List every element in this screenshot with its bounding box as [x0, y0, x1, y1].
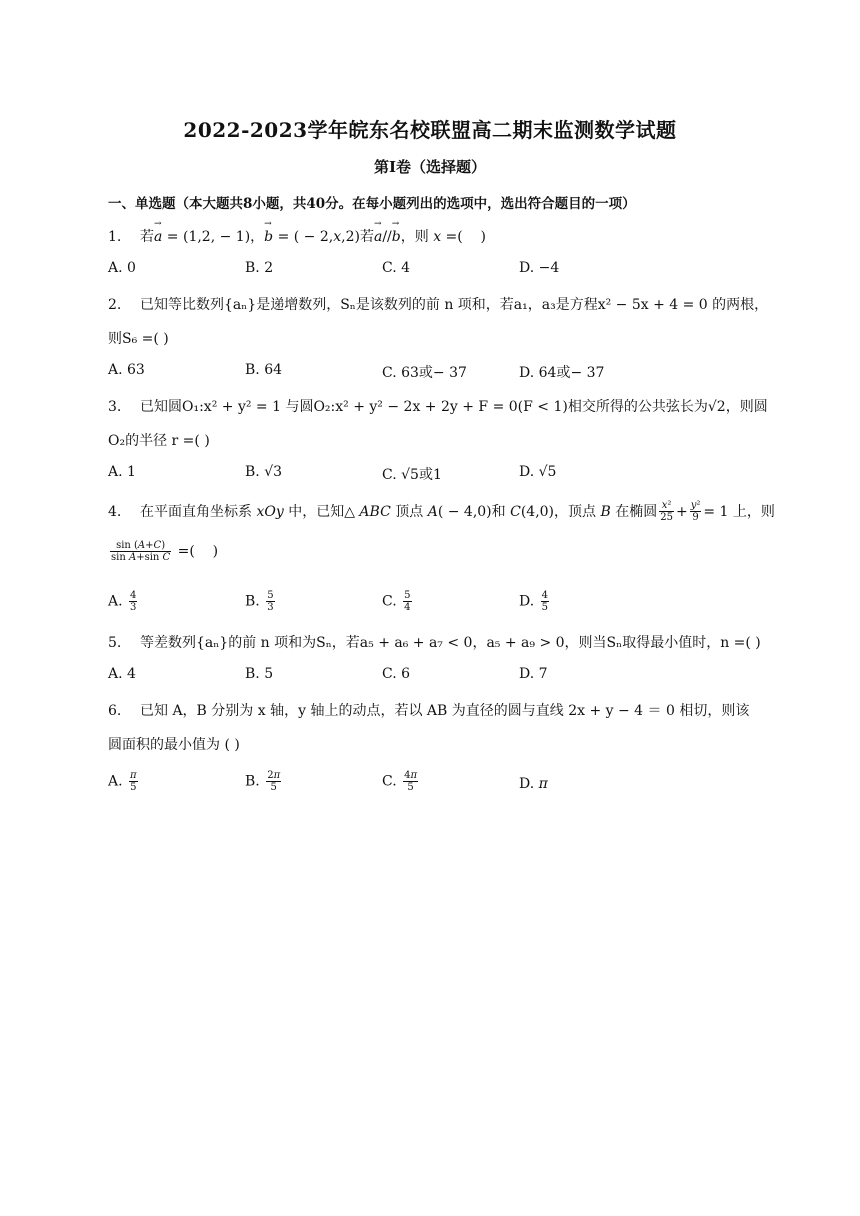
- option-c: C. 63或− 37: [382, 365, 467, 381]
- question-4-text-line1: 在平面直角坐标系 xOy 中，已知△ ABC 顶点 A( − 4,0)和 C(4,0)，顶点 B 在椭圆 $\frac{\text{x²}}{25}$ + $\frac{\text{y²}}{9}$ = 1 上，则: [140, 500, 775, 523]
- option-d: D. $\frac{4}{5}$: [519, 590, 549, 613]
- section-heading: 一、单选题（本大题共8小题，共40分。在每小题列出的选项中，选出符合题目的一项）: [108, 196, 636, 212]
- option-d: D. π: [519, 776, 548, 792]
- question-6: [108, 700, 749, 720]
- option-d: D. −4: [519, 260, 560, 276]
- question-4-text-line2: $\frac{\sin (A+C)}{\text{sin A+sin C}}$ =( ): [111, 540, 219, 563]
- option-b: B. $\frac{2\pi}{5}$: [245, 770, 281, 793]
- option-a: A. 0: [108, 260, 136, 276]
- part-title: 第I卷（选择题）: [373, 158, 487, 176]
- question-2-text-line1: 已知等比数列{aₙ}是递增数列，Sₙ是该数列的前 n 项和，若a₁，a₃是方程x² − 5x + 4 = 0 的两根，: [140, 297, 769, 313]
- option-a: A. 1: [108, 464, 136, 480]
- option-c: C. $\frac{5}{4}$: [382, 590, 411, 613]
- question-5: [108, 632, 761, 652]
- exam-title: 2022-2023学年皖东名校联盟高二期末监测数学试题: [183, 118, 677, 142]
- question-3: [108, 396, 768, 416]
- option-a: A. 4: [108, 666, 136, 682]
- option-d: D. √5: [519, 464, 557, 480]
- option-b: B. 2: [245, 260, 274, 276]
- question-4: [108, 500, 775, 523]
- question-number: 3.: [108, 399, 122, 415]
- option-c: C. $\frac{4\pi}{5}$: [382, 770, 418, 793]
- question-3-text-line1: 已知圆O₁:x² + y² = 1 与圆O₂:x² + y² − 2x + 2y + F = 0(F < 1)相交所得的公共弦长为√2，则圆: [140, 399, 768, 415]
- question-2-text-line2: 则S₆ =( ): [108, 331, 169, 347]
- question-number: 2.: [108, 297, 122, 313]
- question-2: [108, 294, 768, 314]
- question-1-text: 若→ a = (1,2, − 1)，→ b = ( − 2,x,2)若→ a//→ b，则 x =( ): [140, 229, 486, 245]
- option-c: C. 6: [382, 666, 411, 682]
- question-6-text-line2: 圆面积的最小值为 ( ): [108, 737, 240, 753]
- option-d: D. 7: [519, 666, 548, 682]
- option-a: A. $\frac{4}{3}$: [108, 590, 137, 613]
- option-c: C. 4: [382, 260, 411, 276]
- question-6-text-line1: 已知 A，B 分别为 x 轴，y 轴上的动点，若以 AB 为直径的圆与直线 2x + y − 4 ＝ 0 相切，则该: [140, 703, 750, 719]
- question-3-text-line2: O₂的半径 r =( ): [108, 433, 210, 449]
- option-d: D. 64或− 37: [519, 365, 605, 381]
- question-number: 5.: [108, 635, 122, 651]
- question-number: 4.: [108, 503, 122, 520]
- option-c: C. √5或1: [382, 467, 442, 483]
- option-b: B. $\frac{5}{3}$: [245, 590, 274, 613]
- question-5-text: 等差数列{aₙ}的前 n 项和为Sₙ，若a₅ + a₆ + a₇ < 0，a₅ + a₉ > 0，则当Sₙ取得最小值时，n =( ): [140, 635, 761, 651]
- option-b: B. 64: [245, 362, 283, 378]
- option-b: B. √3: [245, 464, 283, 480]
- option-a: A. 63: [108, 362, 145, 378]
- question-1: [108, 226, 486, 246]
- option-b: B. 5: [245, 666, 274, 682]
- question-number: 1.: [108, 229, 122, 245]
- question-number: 6.: [108, 703, 122, 719]
- option-a: A. $\frac{\pi}{5}$: [108, 770, 137, 793]
